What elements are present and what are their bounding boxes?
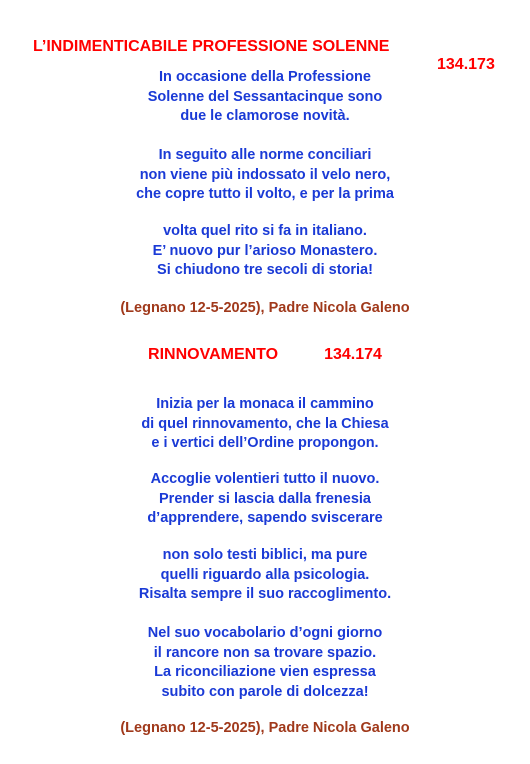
poem1-number: 134.173 (437, 56, 495, 73)
poem2-stanza-3 (0, 546, 530, 605)
verse-line: due le clamorose novità. (180, 108, 350, 124)
verse-line: Nel suo vocabolario d’ogni giorno (147, 625, 383, 641)
verse-line: Inizia per la monaca il cammino (156, 396, 374, 412)
verse-line: E’ nuovo pur l’arioso Monastero. (152, 242, 378, 259)
verse-line: La riconciliazione vien espressa (154, 664, 376, 680)
verse-line: In occasione della Professione (159, 69, 371, 85)
verse-line: Prender si lascia dalla frenesia (159, 490, 371, 507)
verse-line: quelli riguardo alla psicologia. (160, 566, 370, 583)
verse-line: non viene più indossato il velo nero, (139, 166, 391, 183)
poem1-signature: (Legnano 12-5-2025), Padre Nicola Galeno (120, 300, 410, 316)
poem2-title-row (0, 346, 530, 364)
verse-line: subito con parole di dolcezza! (161, 683, 369, 700)
verse-line: Si chiudono tre secoli di storia! (157, 262, 373, 278)
poem2-stanza-2 (0, 470, 530, 529)
verse-line: d’apprendere, sapendo sviscerare (147, 510, 383, 526)
poem2-signature: (Legnano 12-5-2025), Padre Nicola Galeno (120, 720, 410, 736)
verse-line: In seguito alle norme conciliari (158, 147, 372, 163)
poem2-stanza-4 (0, 624, 530, 702)
poem2-title: RINNOVAMENTO (148, 346, 279, 363)
verse-line: Solenne del Sessantacinque sono (147, 88, 383, 105)
poem1-title-row (0, 20, 530, 74)
poem1-title: L’INDIMENTICABILE PROFESSIONE SOLENNE (33, 38, 390, 55)
poem2-stanza-1 (0, 395, 530, 454)
verse-line: Accoglie volentieri tutto il nuovo. (150, 471, 380, 487)
poem1-stanza-3 (0, 222, 530, 281)
verse-line: il rancore non sa trovare spazio. (153, 644, 377, 661)
verse-line: Risalta sempre il suo raccoglimento. (138, 586, 392, 602)
verse-line: di quel rinnovamento, che la Chiesa (141, 415, 389, 432)
poem1-stanza-2 (0, 146, 530, 205)
verse-line: e i vertici dell’Ordine propongon. (151, 435, 379, 451)
verse-line: non solo testi biblici, ma pure (162, 547, 368, 563)
verse-line: volta quel rito si fa in italiano. (163, 223, 367, 239)
poem2-number: 134.174 (324, 346, 382, 363)
poem1-stanza-1 (0, 68, 530, 127)
verse-line: che copre tutto il volto, e per la prima (136, 186, 394, 202)
